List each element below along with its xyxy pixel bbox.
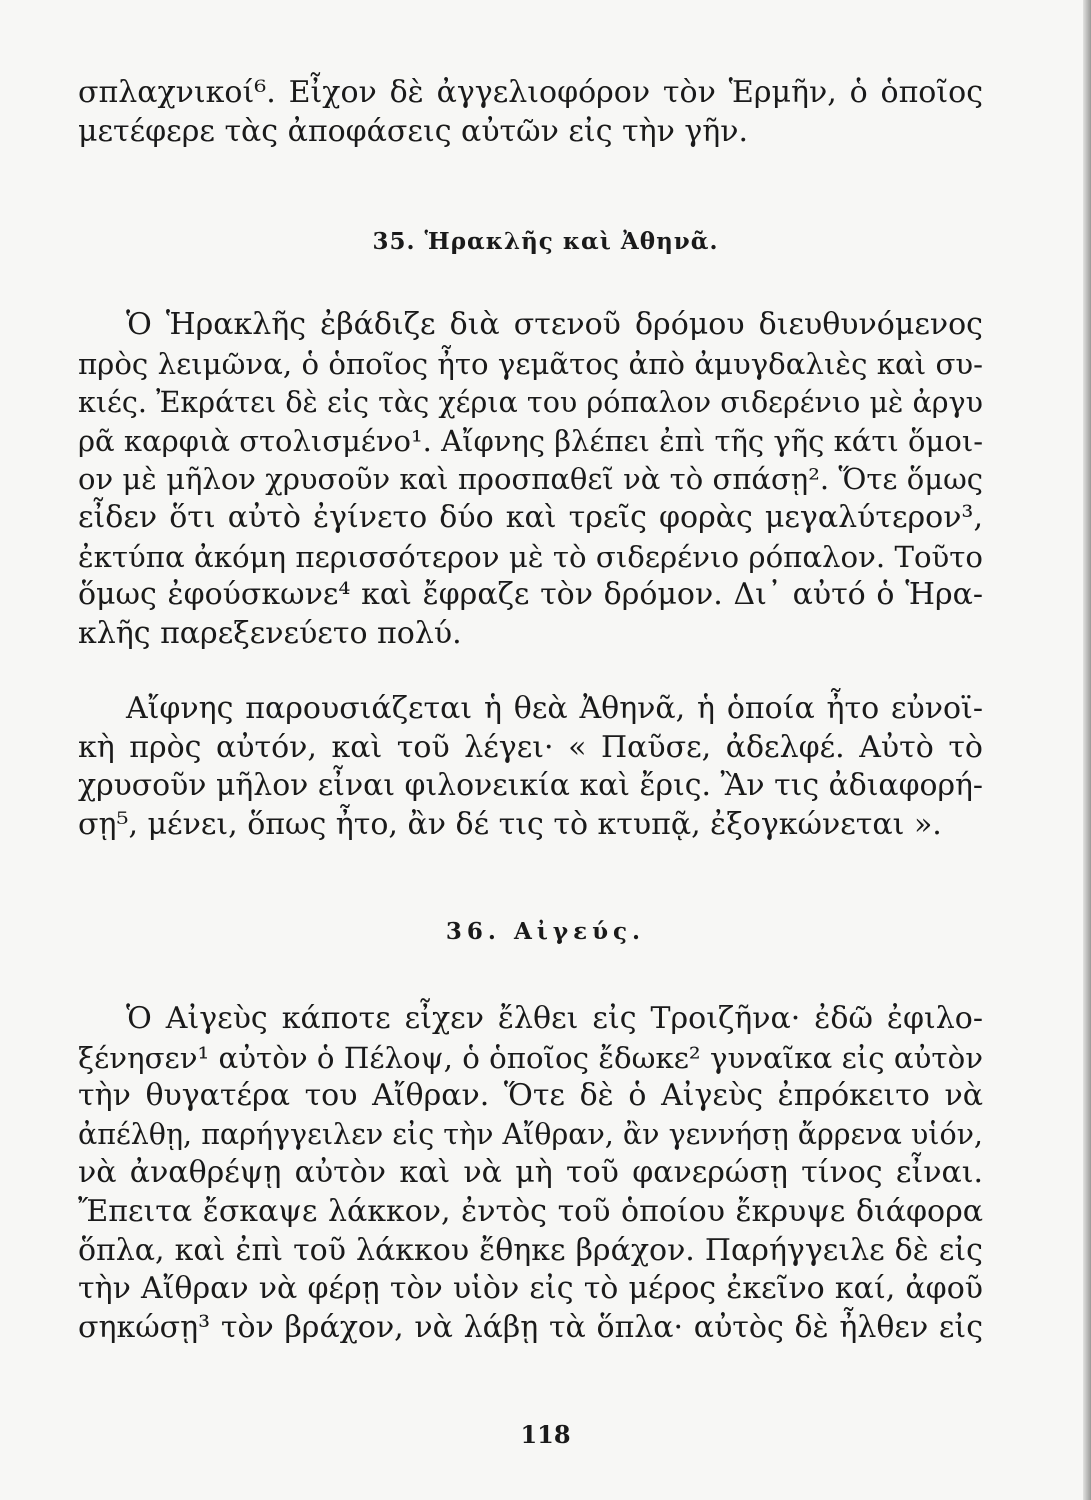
text-line: πρὸς λειμῶνα, ὁ ὁποῖος ἦτο γεμᾶτος ἀπὸ ἀμυγδαλιὲς καὶ συ- <box>78 346 983 381</box>
section-heading-35: 35. Ἡρακλῆς καὶ Ἀθηνᾶ. <box>372 228 719 255</box>
text-line: κλῆς παρεξενεύετο πολύ. <box>78 615 462 651</box>
text-line: Ὁ Αἰγεὺς κάποτε εἶχεν ἔλθει εἰς Τροιζῆνα· ἐδῶ ἐφιλο- <box>126 1001 983 1036</box>
text-line: σηκώσῃ³ τὸν βράχον, νὰ λάβῃ τὰ ὅπλα· αὐτὸς δὲ ἦλθεν εἰς <box>78 1309 983 1345</box>
paragraph-heracles-1 <box>78 306 983 653</box>
text-line: εἶδεν ὅτι αὐτὸ ἐγίνετο δύο καὶ τρεῖς φορὰς μεγαλύτερον³, <box>78 499 983 535</box>
text-line: ὅμως ἐφούσκωνε⁴ καὶ ἔφραζε τὸν δρόμον. Δι᾽ αὐτό ὁ Ἡρα- <box>78 577 983 613</box>
text-line: ξένησεν¹ αὐτὸν ὁ Πέλοψ, ὁ ὁποῖος ἔδωκε² γυναῖκα εἰς αὐτὸν <box>78 1040 983 1075</box>
text-line: κὴ πρὸς αὐτόν, καὶ τοῦ λέγει· « Παῦσε, ἀδελφέ. Αὐτὸ τὸ <box>78 729 983 765</box>
page-number: 118 <box>520 1420 571 1449</box>
text-line: ρᾶ καρφιὰ στολισμένο¹. Αἴφνης βλέπει ἐπὶ τῆς γῆς κάτι ὅμοι- <box>78 423 983 458</box>
text-line: σπλαχνικοί⁶. Εἶχον δὲ ἀγγελιοφόρον τὸν Ἑρμῆν, ὁ ὁποῖος <box>78 75 983 110</box>
text-line: μετέφερε τὰς ἀποφάσεις αὐτῶν εἰς τὴν γῆν. <box>78 113 749 149</box>
paragraph-heracles-2 <box>78 690 983 844</box>
paragraph-aegeus <box>78 1000 983 1347</box>
text-line: Ἔπειτα ἔσκαψε λάκκον, ἐντὸς τοῦ ὁποίου ἔκρυψε διάφορα <box>78 1193 983 1229</box>
text-line: Αἴφνης παρουσιάζεται ἡ θεὰ Ἀθηνᾶ, ἡ ὁποία ἦτο εὐνοϊ- <box>126 691 983 726</box>
text-line: ὅπλα, καὶ ἐπὶ τοῦ λάκκου ἔθηκε βράχον. Παρήγγειλε δὲ εἰς <box>78 1232 983 1268</box>
text-line: νὰ ἀναθρέψῃ αὐτὸν καὶ νὰ μὴ τοῦ φανερώσῃ τίνος εἶναι. <box>78 1155 983 1191</box>
text-line: κιές. Ἐκράτει δὲ εἰς τὰς χέρια του ρόπαλον σιδερένιο μὲ ἀργυ <box>78 385 983 420</box>
text-line: Ὁ Ἡρακλῆς ἐβάδιζε διὰ στενοῦ δρόμου διευθυνόμενος <box>126 307 983 342</box>
text-line: ον μὲ μῆλον χρυσοῦν καὶ προσπαθεῖ νὰ τὸ σπάσῃ². Ὅτε ὅμως <box>78 462 983 497</box>
text-line: ἐκτύπα ἀκόμη περισσότερον μὲ τὸ σιδερένιο ρόπαλον. Τοῦτο <box>78 539 983 574</box>
section-heading-36: 36. Αἰγεύς. <box>445 918 646 945</box>
paragraph-intro <box>78 74 983 151</box>
text-line: σῃ⁵, μένει, ὅπως ἦτο, ἂν δέ τις τὸ κτυπᾷ, ἐξογκώνεται ». <box>78 806 942 842</box>
text-line: χρυσοῦν μῆλον εἶναι φιλονεικία καὶ ἔρις. Ἂν τις ἀδιαφορή- <box>78 768 983 804</box>
text-line: τὴν Αἴθραν νὰ φέρῃ τὸν υἱὸν εἰς τὸ μέρος ἐκεῖνο καί, ἀφοῦ <box>78 1271 983 1307</box>
page-edge-shadow <box>1083 0 1091 1500</box>
text-line: ἀπέλθῃ, παρήγγειλεν εἰς τὴν Αἴθραν, ἂν γεννήσῃ ἄρρενα υἱόν, <box>78 1117 983 1151</box>
text-line: τὴν θυγατέρα του Αἴθραν. Ὅτε δὲ ὁ Αἰγεὺς ἐπρόκειτο νὰ <box>78 1078 983 1114</box>
